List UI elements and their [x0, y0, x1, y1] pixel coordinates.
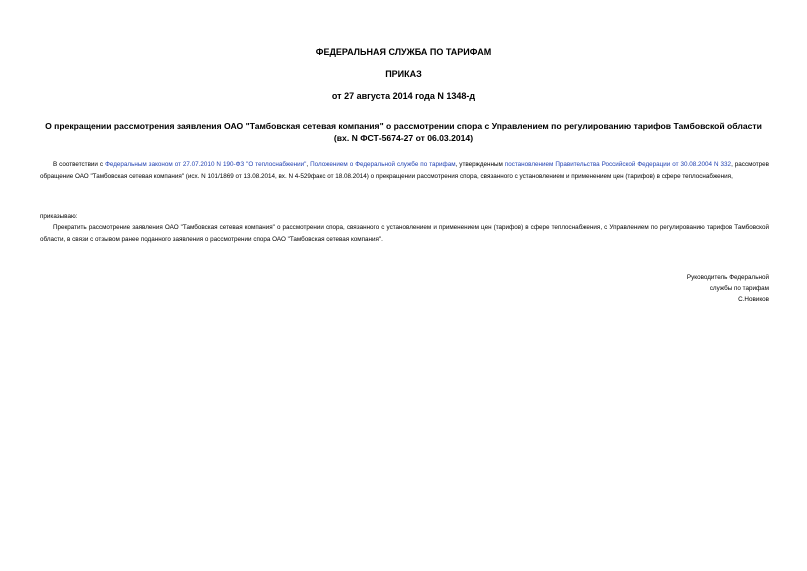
preamble-text-3: , утвержденным	[455, 161, 505, 168]
agency-name: ФЕДЕРАЛЬНАЯ СЛУЖБА ПО ТАРИФАМ	[315, 47, 492, 57]
order-text: Прекратить рассмотрение заявления ОАО "Тамбовская сетевая компания" о рассмотрении спора, связанного с установлением и применением цен (тарифов) в сфере теплоснабжения, с Управлением по регулированию тарифов Тамбовской области, в связи с отзывом ранее поданного заявления о рассмотрении спора ОАО "Тамбовская сетевая компания".	[40, 224, 769, 243]
signature-name: С.Новиков	[738, 296, 769, 303]
signature-block	[687, 272, 769, 305]
preamble-paragraph	[40, 159, 769, 182]
link-government-decree[interactable]: постановлением Правительства Российской Федерации от 30.08.2004 N 332	[504, 161, 732, 168]
document-type: ПРИКАЗ	[385, 69, 422, 79]
preamble-text-2: ,	[306, 161, 311, 168]
document-title: О прекращении рассмотрения заявления ОАО "Тамбовская сетевая компания" о рассмотрении спора с Управлением по регулированию тарифов Тамбовской области (вх. N ФСТ-5674-27 от 06.03.2014)	[45, 121, 762, 143]
document-date-number: от 27 августа 2014 года N 1348-д	[331, 91, 476, 101]
ordering-word: приказываю:	[40, 213, 78, 220]
signature-position-line2: службы по тарифам	[709, 285, 769, 292]
link-fst-regulation[interactable]: Положением о Федеральной службе по тарифам	[310, 161, 456, 168]
signature-position-line1: Руководитель Федеральной	[686, 274, 769, 281]
order-paragraph	[40, 222, 769, 245]
preamble-text-4: , рассмотрев обращение ОАО "Тамбовская сетевая компания" (исх. N 101/1869 от 13.08.2014, вх. N 4-529факс от 18.08.2014) о прекращении рассмотрения спора, связанного с установлением и применением цен (тарифов) в сфере теплоснабжения,	[40, 161, 770, 180]
link-federal-law[interactable]: Федеральным законом от 27.07.2010 N 190-ФЗ "О теплоснабжении"	[105, 161, 307, 168]
preamble-text-1: В соответствии с	[53, 161, 106, 168]
